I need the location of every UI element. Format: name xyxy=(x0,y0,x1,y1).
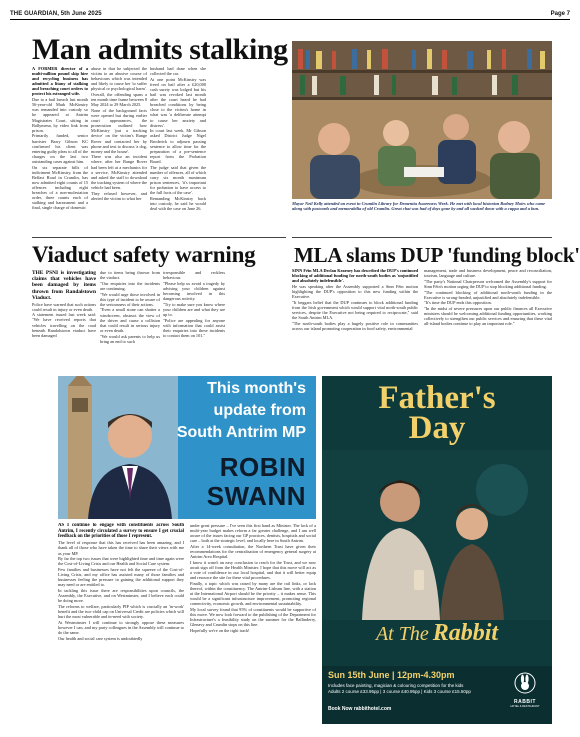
story3-para: "The continued blocking of additional north-south funding in the Executive is wrong-headed, unjustified and absolutely indefensible. xyxy=(424,289,552,300)
story2-headline: Viaduct safety warning xyxy=(32,242,256,267)
mp-update-heading xyxy=(177,378,306,444)
story4-column-1 xyxy=(58,523,184,729)
fathers-day-advert xyxy=(322,376,552,724)
story3-column-2 xyxy=(424,268,552,368)
book-now-link[interactable]: Book Now rabbithotel.com xyxy=(328,706,392,712)
mp-update-line-3: South Antrim MP xyxy=(176,424,306,441)
story1-para: Due to a bail breach last month 56-year-old Mark McKinstry was remanded into custody so he appeared at Antrim Magistrates Court, sitting in Ballymena, by video link from prison. xyxy=(32,97,88,133)
mp-update-line-1: This month's xyxy=(207,380,306,397)
story2-lead: THE PSNI is investigating claims that vehicles have been damaged by items thrown from Randalstown Viaduct. xyxy=(32,270,96,301)
story4-para: Our health and social care system is undoubtedly xyxy=(58,635,143,641)
library-event-illustration xyxy=(292,41,552,199)
story3-para: management, trade and business development, peace and reconciliation, tourism, language and culture. xyxy=(424,268,552,279)
story4-para: Few families and businesses have not felt the squeeze of the Cost-of-Living Crisis, and my office has assisted many of those families and businesses feeling the pressure in gaining the additional support they may need or are entitled to. xyxy=(58,567,184,588)
story3-headline: MLA slams DUP 'funding block' xyxy=(294,243,580,267)
rabbit-hotel-logo xyxy=(506,672,544,708)
story4-para: I know it wasn't an easy conclusion to reach for the Trust, and we now await sign off from the Health Minister. I hope that this move will act as a vote of confidence in our local hospital, and that it will better equip and resource the site for these vital procedures. xyxy=(190,559,316,581)
story3-column-1 xyxy=(292,268,418,368)
story2-para: "We would urge those involved in this type of incident to be aware of the seriousness of their actions. xyxy=(100,291,160,307)
story1-headline: Man admits stalking xyxy=(32,33,288,66)
story1-column-2 xyxy=(91,66,147,304)
event-kids-activities: Includes face painting, magician & colouring competition for the kids xyxy=(328,683,464,688)
story1-para: None of the background facts were opened but during earlier court appearances, the prosecution outlined how McKinstry 'put a tracking device' on the victim's Range Rover and contacted her by phone and text to discuss 'a dog, money and the house'. xyxy=(91,107,147,154)
story3-para: He was speaking after the Assembly supported a Sinn Féin motion highlighting the DUP's opposition to this new funding within the Executive. xyxy=(292,283,418,300)
event-prices: Adults 2 course £33.95pp | 3 course £40.95pp | Kids 3 course £15.50pp xyxy=(328,689,471,694)
story1-para: The judge said that given the number of offences, all of which carry six month maximum prison sentences, 'it's important for probation to have access to the full facts of the case'. xyxy=(150,164,206,196)
ad-title-day: Day xyxy=(408,410,466,446)
ad-title-fathers: Father's xyxy=(378,380,496,416)
story2-column-2 xyxy=(100,270,160,368)
story1-para: husband had done when she collected the car. xyxy=(150,66,206,77)
library-event-photo xyxy=(292,41,552,199)
story4-para: After a 14-week consultation, the Northern Trust have given their recommendations for the centralisation of emergency general surgery at Antrim Area Hospital. xyxy=(190,543,316,560)
story2-para: "We would ask parents to help us bring an end to such xyxy=(100,333,160,344)
logo-subtext: HOTEL & RESTAURANT xyxy=(510,705,540,708)
story2-column-1 xyxy=(32,270,96,368)
event-date-time: Sun 15th June | 12pm-4.30pm xyxy=(328,670,455,680)
story3-para: "In the midst of severe pressures upon our public finances all Executive ministers should be welcoming additional funding opportunities, working collectively to strengthen our public services and ensuring that these vital all-island bodies continue to play an important role." xyxy=(424,306,552,327)
newspaper-masthead: THE GUARDIAN, 5th June 2025 xyxy=(10,11,102,17)
story3-lead: SINN Féin MLA Declan Kearney has described the DUP's continued blocking of additional funding for north-south bodies as 'unjustified and absolutely indefensible'. xyxy=(292,268,418,284)
mp-last-name: SWANN xyxy=(206,481,306,511)
story1-para: Overall, the offending spans a ten month time frame between 8 May 2024 to 29 March 2025. xyxy=(91,92,147,108)
story1-para: There was also an incident where, after her Range Rover had been left at a mechanics for a service, McKinstry attended and asked the staff to download the tracking system of where the vehicle had been. xyxy=(91,154,147,190)
story4-para: Hopefully we're on the right track! xyxy=(190,627,250,633)
venue-line xyxy=(322,620,552,647)
story2-para: "Please help us avoid a tragedy by advising your children against becoming involved in this dangerous activity. xyxy=(163,280,225,302)
story2-para: "Try to make sure you know where your children are and what they are up to. xyxy=(163,301,225,317)
story4-para: My local survey found that 95% of constituents would be supportive of this move. We now look forward to the publishing of the Department for Infrastructure's a feasibility study on the summer for the Ballinderry, Glenavy and Crumlin stops on this line. xyxy=(190,606,316,628)
story1-para: abuse in that he subjected the victim to an abusive course of behaviours which was intended and likely to cause her 'to suffer physical or psychological harm'. xyxy=(91,66,147,92)
story1-column-3 xyxy=(150,66,206,304)
venue-name: Rabbit xyxy=(432,620,499,646)
story2-para: "Even a small stone can shatter a windscreen, obstruct the view of the driver and cause a collision that could result in serious injury or even death. xyxy=(100,307,160,333)
story2-para: due to items being thrown from the viaduct. xyxy=(100,270,160,281)
story4-para: The reforms to welfare, particularly PIP which is crucially an 'in-work' benefit and the two-child cap on Universal Credit are policies which will hurt the most vulnerable and in-need with society. xyxy=(58,603,184,620)
ad-info-band xyxy=(322,666,552,724)
story4-para: At Westminster I will continue to strongly oppose these measures however I can, and my party colleagues in the Assembly will continue to do the same. xyxy=(58,619,184,635)
fathers-day-photo-illustration xyxy=(322,450,552,620)
story2-column-3 xyxy=(163,270,225,368)
story4-para: The level of response that this has received has been amazing, and I thank all of those who have taken the time to share their views with me as your MP. xyxy=(58,540,184,556)
story1-para: At one point McKinstry was freed on bail after a £20,000 cash surety was lodged but his bail was revoked last month after the court heard he had breached conditions by being close to the victim's home in what was 'a deliberate attempt to cause her anxiety and distress'. xyxy=(150,76,206,128)
event-description xyxy=(328,683,498,695)
story4-para: In tackling this issue there are responsibilities upon councils, the Assembly, the Executive, and on Westminster, and I believe each could be doing more. xyxy=(58,588,184,604)
story2-para: A statement issued last week said: "We have received reports that vehicles travelling on the road beneath Randalstown viaduct have been damaged xyxy=(32,312,96,338)
page-number: Page 7 xyxy=(550,11,570,17)
story4-para: under great pressure – I've seen this first hand as Minister. The lack of a multi-year budget makes reform a far greater challenge, and I am well aware of the issues facing our GP practices, dentists, hospitals and social care – both at the strategic level, and locally here in South Antrim. xyxy=(190,523,316,544)
logo-text: RABBIT xyxy=(514,699,536,705)
story1-para: They refused however, and alerted the victim to what her xyxy=(91,190,147,201)
story1-column-1 xyxy=(32,66,88,304)
story4-para: Finally, a topic which was raised by many are the rail links, or lack thereof, within the constituency. The Antrim-Lisburn line, with a station at the International Airport should be the priority – it makes sense. This would be a significant infrastructure improvement, promoting regional connectivity, economic growth, and environmental sustainability. xyxy=(190,580,316,607)
rabbit-logo-icon xyxy=(514,672,536,694)
story4-lead: AS I continue to engage with constituents across South Antrim, I recently circulated a survey to ensure I get crucial feedback on the priorities of those I represent. xyxy=(58,523,184,540)
mp-update-line-2: update from xyxy=(213,402,306,419)
story1-para: Remanding McKinstry back into custody, he said he would deal with the case on June 26. xyxy=(150,195,206,211)
story4-para: By far the top two issues that were highlighted time and time again were the Cost-of-Living Crisis and our Health and Social Care system. xyxy=(58,556,184,567)
mp-update-banner xyxy=(58,376,316,519)
story1-para: In court last week, Mr Gibson asked District Judge Nigel Broderick to adjourn passing sentence to allow time for the preparation of a pre-sentence report from the Probation Board. xyxy=(150,128,206,164)
photo-caption: Mayor Neil Kelly attended an event in Crumlin Library for Dementia Awareness Week. He met with local historian Rodney Moirs who came along with postcards and memorabilia of old Crumlin. Great chat was had of days gone by and all washed down with a cuppa and a bun. xyxy=(292,201,546,212)
story2-para: irresponsible and reckless behaviour. xyxy=(163,270,225,281)
story2-para: Police have warned that such actions could result in injury or even death. xyxy=(32,301,96,312)
mp-first-name: ROBIN xyxy=(219,452,306,482)
story3-para: "The party's National Chairperson welcomed the Assembly's support for Sinn Féin's motion urging the DUP to stop blocking additional funding. xyxy=(424,278,552,289)
story1-lead: A FORMER director of a multi-million pound skip hire and recycling business has admitted a litany of stalking and breaching court orders to protect his estranged wife. xyxy=(32,66,88,97)
story1-para: On six separate bills of indictment McKinstry, from the Belfast Road in Crumlin, has now admitted eight counts of 15 offences including eight breaches of a non-molestation order, three counts each of stalking and harassment and a final, single charge of domestic xyxy=(32,164,88,211)
story4-column-2 xyxy=(190,523,316,729)
venue-prefix: At The xyxy=(375,623,429,645)
story2-para: "Our enquiries into the incidents are continuing. xyxy=(100,280,160,291)
story2-para: "Police are appealing for anyone with information that could assist their enquiries into these incidents to contact them on 101." xyxy=(163,317,225,338)
story3-para: "It beggars belief that the DUP continues to block additional funding from the Irish government which would support vital north-south public services, despite the Executive not being required to reciprocate," said the South Antrim MLA. xyxy=(292,299,418,321)
story1-para: Primarily funded, senior barrister Barry Gibson KC confirmed his client was entering guilty pleas to all of the charges on the last two outstanding cases against him. xyxy=(32,133,88,164)
story3-para: "It's time the DUP ends this opposition. xyxy=(424,300,492,306)
story3-para: "The north-south bodies play a hugely positive role in communities across our island promoting cooperation in food safety, environmental xyxy=(292,320,418,331)
